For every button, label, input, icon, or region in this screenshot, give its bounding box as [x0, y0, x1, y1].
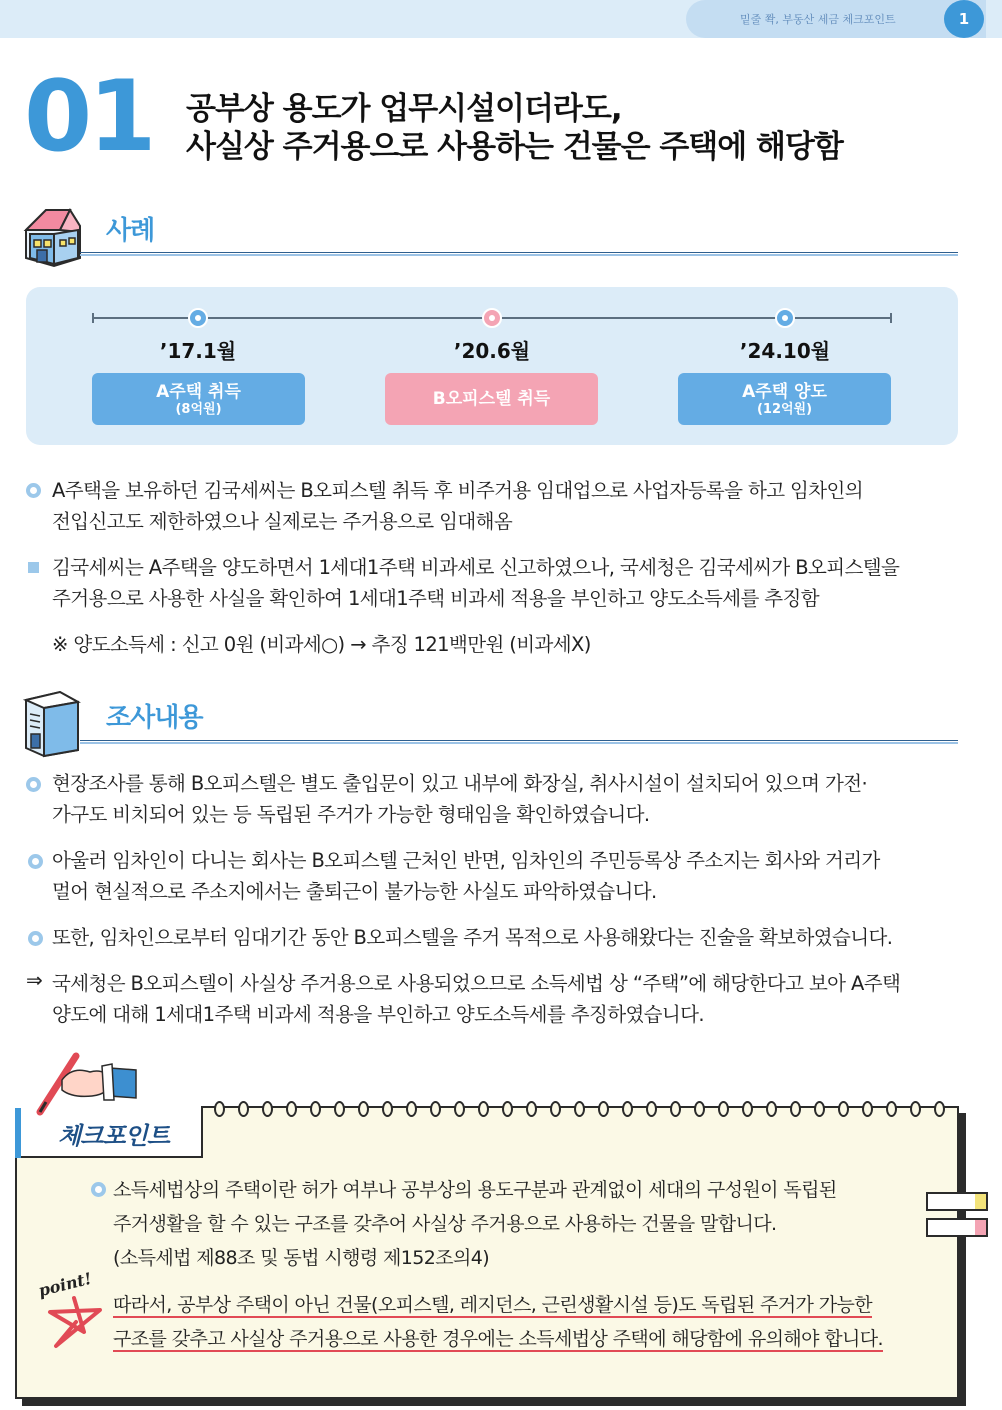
notebook-ring: [334, 1101, 345, 1117]
investigation-section-divider: [80, 740, 958, 744]
notebook-ring: [358, 1101, 369, 1117]
notebook-ring: [910, 1101, 921, 1117]
notebook-ring: [694, 1101, 705, 1117]
notebook-ring: [742, 1101, 753, 1117]
chapter-title: [186, 90, 843, 166]
timeline-dot-2: [482, 308, 502, 328]
timeline-card-2: [385, 373, 598, 425]
timeline-dot-1: [188, 308, 208, 328]
notebook-ring: [382, 1101, 393, 1117]
timeline-axis-end: [890, 313, 892, 323]
timeline-card-2-label: B오피스텔 취득: [432, 389, 551, 409]
notebook-ring: [670, 1101, 681, 1117]
bullet-circle: [28, 854, 43, 869]
hand-pencil-icon: [32, 1050, 142, 1116]
notebook-ring: [454, 1101, 465, 1117]
notebook-ring: [214, 1101, 225, 1117]
notebook-ring: [790, 1101, 801, 1117]
investigation-paragraph-2-line2: 멀어 현실적으로 주소지에서는 출퇴근이 불가능한 사실도 파악하였습니다.: [52, 880, 657, 903]
point-label: point!: [36, 1268, 94, 1301]
checkpoint-line3: (소득세법 제88조 및 동법 시행령 제152조의4): [113, 1247, 490, 1269]
investigation-conclusion-line1: 국세청은 B오피스텔이 사실상 주거용으로 사용되었으므로 소득세법 상 “주택”에 해당한다고 보아 A주택: [52, 972, 901, 995]
notebook-ring: [814, 1101, 825, 1117]
investigation-paragraph-3: 또한, 임차인으로부터 임대기간 동안 B오피스텔을 주거 목적으로 사용해왔다는 진술을 확보하였습니다.: [52, 926, 893, 949]
notebook-ring: [646, 1101, 657, 1117]
notebook-ring: [862, 1101, 873, 1117]
notebook-ring: [502, 1101, 513, 1117]
timeline-card-1: [92, 373, 305, 425]
notebook-ring: [574, 1101, 585, 1117]
case-paragraph-1: [52, 475, 863, 537]
case-paragraph-2: [52, 552, 899, 614]
notebook-ring: [526, 1101, 537, 1117]
notebook-ring: [598, 1101, 609, 1117]
star-icon: [42, 1294, 108, 1354]
investigation-section-title: 조사내용: [106, 703, 203, 733]
investigation-paragraph-1-line2: 가구도 비치되어 있는 등 독립된 주거가 가능한 형태임을 확인하였습니다.: [52, 803, 650, 826]
notebook-ring: [766, 1101, 777, 1117]
case-paragraph-1-line2: 전입신고도 제한하였으나 실제로는 주거용으로 임대해옴: [52, 510, 513, 533]
notebook-ring: [430, 1101, 441, 1117]
timeline: [26, 287, 958, 445]
investigation-paragraph-1: [52, 768, 867, 830]
house-icon: [20, 200, 86, 268]
notebook-ring: [934, 1101, 945, 1117]
checkpoint-line1: 소득세법상의 주택이란 허가 여부나 공부상의 용도구분과 관계없이 세대의 구성원이 독립된: [113, 1179, 837, 1201]
timeline-card-1-sub: (8억원): [175, 401, 222, 417]
notebook-ring: [550, 1101, 561, 1117]
timeline-axis-start: [92, 313, 94, 323]
notebook-ring: [238, 1101, 249, 1117]
investigation-paragraph-1-line1: 현장조사를 통해 B오피스텔은 별도 출입문이 있고 내부에 화장실, 취사시설이 설치되어 있으며 가전·: [52, 772, 868, 795]
case-section-title: 사례: [106, 216, 155, 246]
notebook-ring: [838, 1101, 849, 1117]
bullet-circle: [28, 931, 43, 946]
notebook-ring: [406, 1101, 417, 1117]
building-icon: [22, 688, 82, 758]
bullet-circle: [26, 483, 41, 498]
sticky-tab-pink: [926, 1218, 988, 1237]
timeline-dot-3: [775, 308, 795, 328]
checkpoint-title: 체크포인트: [58, 1122, 169, 1150]
notebook-ring: [310, 1101, 321, 1117]
notebook-ring: [886, 1101, 897, 1117]
chapter-number: 01: [24, 60, 153, 174]
investigation-conclusion-line2: 양도에 대해 1세대1주택 비과세 적용을 부인하고 양도소득세를 추징하였습니다.: [52, 1003, 704, 1026]
page-number: 1: [944, 0, 984, 38]
timeline-date-1: ’17.1월: [159, 339, 237, 363]
notebook-ring: [622, 1101, 633, 1117]
chapter-title-line1: 공부상 용도가 업무시설이더라도,: [186, 91, 622, 127]
case-paragraph-2-line1: 김국세씨는 A주택을 양도하면서 1세대1주택 비과세로 신고하였으나, 국세청은 김국세씨가 B오피스텔을: [52, 556, 900, 579]
timeline-date-3: ’24.10월: [739, 339, 831, 363]
case-section-divider: [80, 252, 958, 256]
sticky-tab-yellow: [926, 1192, 988, 1211]
checkpoint-line5: 구조를 갖추고 사실상 주거용으로 사용한 경우에는 소득세법상 주택에 해당함에 유의해야 합니다.: [113, 1328, 883, 1350]
conclusion-arrow: ⇒: [26, 968, 43, 992]
timeline-card-3: [678, 373, 891, 425]
investigation-paragraph-2-line1: 아울러 임차인이 다니는 회사는 B오피스텔 근처인 반면, 임차인의 주민등록상 주소지는 회사와 거리가: [52, 849, 880, 872]
checkpoint-line4: 따라서, 공부상 주택이 아닌 건물(오피스텔, 레지던스, 근린생활시설 등)도 독립된 주거가 가능한: [113, 1294, 872, 1316]
checkpoint-tab-accent: [15, 1108, 21, 1158]
investigation-paragraph-2: [52, 845, 880, 907]
notebook-ring: [286, 1101, 297, 1117]
case-paragraph-1-line1: A주택을 보유하던 김국세씨는 B오피스텔 취득 후 비주거용 임대업으로 사업자등록을 하고 임차인의: [52, 479, 863, 502]
timeline-date-2: ’20.6월: [453, 339, 531, 363]
case-paragraph-2-line2: 주거용으로 사용한 사실을 확인하여 1세대1주택 비과세 적용을 부인하고 양도소득세를 추징함: [52, 587, 820, 610]
notebook-ring: [262, 1101, 273, 1117]
header-title: 밑줄 쫙, 부동산 세금 체크포인트: [740, 13, 896, 26]
checkpoint-line2: 주거생활을 할 수 있는 구조를 갖추어 사실상 주거용으로 사용하는 건물을 말합니다.: [113, 1213, 777, 1235]
bullet-square: [28, 562, 39, 573]
timeline-card-3-sub: (12억원): [756, 401, 813, 417]
notebook-ring: [478, 1101, 489, 1117]
bullet-circle: [26, 777, 41, 792]
timeline-card-3-label: A주택 양도: [742, 381, 827, 402]
chapter-title-line2: 사실상 주거용으로 사용하는 건물은 주택에 해당함: [186, 129, 843, 165]
investigation-conclusion: [52, 968, 900, 1030]
bullet-circle: [91, 1182, 106, 1197]
case-note: ※ 양도소득세 : 신고 0원 (비과세○) → 추징 121백만원 (비과세X): [52, 633, 591, 656]
timeline-card-1-label: A주택 취득: [156, 381, 241, 402]
notebook-ring: [718, 1101, 729, 1117]
